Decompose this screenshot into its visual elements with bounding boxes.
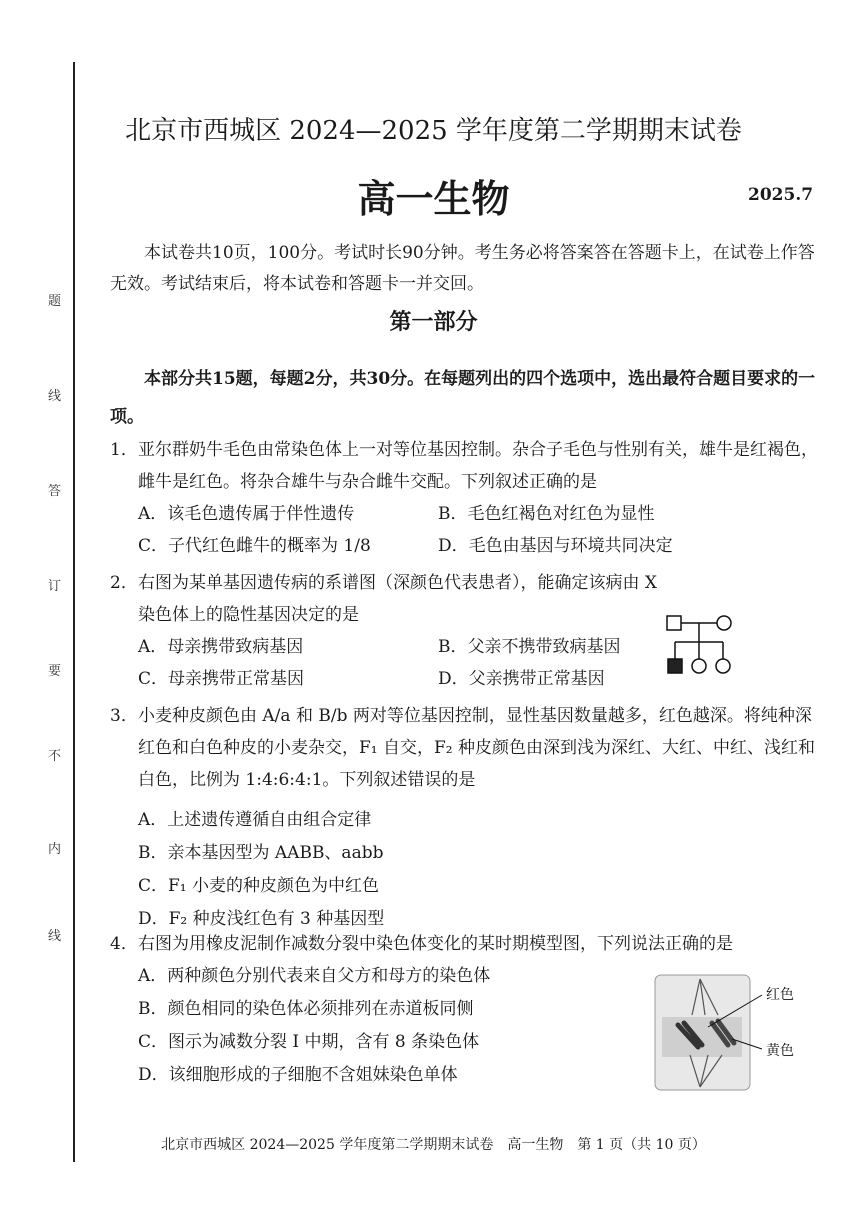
page-footer: 北京市西城区 2024—2025 学年度第二学期期末试卷 高一生物 第 1 页（共 10 页）: [161, 1137, 706, 1153]
chromosome-model-figure: [650, 965, 810, 1095]
question-1: [110, 434, 825, 562]
section-intro: 本部分共15题，每题2分，共30分。在每题列出的四个选项中，选出最符合题目要求的一项。: [110, 369, 816, 427]
daughter-circle: [692, 659, 706, 673]
margin-mark: 线: [48, 929, 62, 944]
option-a: A．母亲携带致病基因: [138, 637, 304, 657]
option-b: B．亲本基因型为 AABB、aabb: [138, 843, 384, 863]
option-c: C．图示为减数分裂 Ⅰ 中期，含有 8 条染色体: [138, 1032, 480, 1052]
option-c: C．母亲携带正常基因: [138, 669, 305, 689]
option-d: D．毛色由基因与环境共同决定: [438, 536, 673, 556]
option-b: B．父亲不携带致病基因: [438, 637, 621, 657]
question-stem: 小麦种皮颜色由 A/a 和 B/b 两对等位基因控制，显性基因数量越多，红色越深。将纯种深红色和白色种皮的小麦杂交，F₁ 自交，F₂ 种皮颜色由深到浅为深红、大红、中红、浅红和白色，比例为 1:4:6:4:1。下列叙述错误的是: [138, 706, 816, 790]
question-3: [110, 700, 825, 936]
subject-title: 高一生物: [357, 176, 510, 221]
question-stem: 亚尔群奶牛毛色由常染色体上一对等位基因控制。杂合子毛色与性别有关，雄牛是红褐色，雌牛是红色。将杂合雄牛与杂合雌牛交配。下列叙述正确的是: [138, 440, 818, 492]
binding-margin-line: [73, 62, 75, 1162]
pedigree-diagram: [662, 612, 742, 682]
option-b: B．毛色红褐色对红色为显性: [438, 504, 655, 524]
option-d: D．父亲携带正常基因: [438, 669, 605, 689]
exam-date: 2025.7: [748, 185, 814, 205]
margin-mark: 不: [48, 749, 62, 764]
question-number: 1．: [110, 440, 138, 460]
option-c: C．子代红色雌牛的概率为 1/8: [138, 536, 371, 556]
option-a: A．该毛色遗传属于伴性遗传: [138, 504, 355, 524]
option-a: A．上述遗传遵循自由组合定律: [138, 810, 372, 830]
question-stem: 右图为用橡皮泥制作减数分裂中染色体变化的某时期模型图，下列说法正确的是: [138, 934, 733, 954]
option-c: C．F₁ 小麦的种皮颜色为中红色: [138, 876, 380, 896]
exam-header-title: 北京市西城区 2024—2025 学年度第二学期期末试卷: [125, 116, 742, 146]
margin-mark: 要: [48, 664, 62, 679]
option-b: B．颜色相同的染色体必须排列在赤道板同侧: [138, 999, 474, 1019]
question-number: 3．: [110, 706, 138, 726]
question-number: 4．: [110, 934, 138, 954]
daughter-circle: [716, 659, 730, 673]
option-a: A．两种颜色分别代表来自父方和母方的染色体: [138, 966, 491, 986]
father-square: [667, 616, 681, 630]
label-yellow: 黄色: [766, 1043, 794, 1059]
mother-circle: [717, 616, 731, 630]
margin-mark: 订: [48, 579, 62, 594]
margin-mark: 答: [48, 484, 62, 499]
option-d: D．F₂ 种皮浅红色有 3 种基因型: [138, 909, 385, 929]
question-number: 2．: [110, 573, 138, 593]
exam-instructions: 本试卷共10页，100分。考试时长90分钟。考生务必将答案答在答题卡上，在试卷上作答无效。考试结束后，将本试卷和答题卡一并交回。: [110, 243, 815, 294]
margin-mark: 题: [48, 294, 62, 309]
label-red: 红色: [766, 987, 794, 1003]
margin-mark: 内: [48, 842, 62, 857]
affected-son-square: [668, 659, 682, 673]
margin-mark: 线: [48, 389, 62, 404]
section-title: 第一部分: [389, 309, 478, 335]
option-d: D．该细胞形成的子细胞不含姐妹染色单体: [138, 1065, 458, 1085]
question-stem: 右图为某单基因遗传病的系谱图（深颜色代表患者），能确定该病由 X 染色体上的隐性基因决定的是: [138, 573, 658, 625]
